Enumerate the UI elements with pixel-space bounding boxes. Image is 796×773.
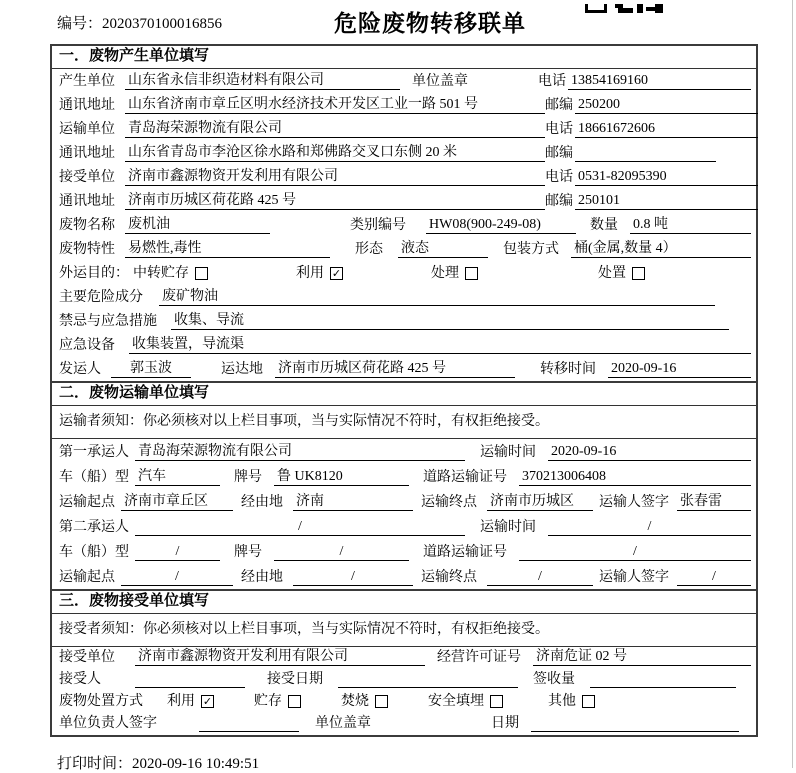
section-producer-header: 一．废物产生单位填写 [52,46,756,69]
waste-category-value: HW08(900-249-08) [426,216,576,234]
purpose-option-dispose-label: 处置 [598,266,626,281]
row-route-1 [52,489,756,514]
receiving-unit-label: 接受单位 [59,650,115,665]
taboo-measures-value: 收集、导流 [171,312,729,330]
checkbox-unchecked-icon [632,267,645,280]
vehicle-type-2-value: / [135,543,220,561]
row-taboo-measures [52,309,756,333]
producer-zip-value: 250200 [575,96,758,114]
purpose-option-utilize-label: 利用 [296,266,324,281]
purpose-option-dispose [598,265,645,282]
checkbox-unchecked-icon [195,267,208,280]
route-end-2-label: 运输终点 [421,570,477,585]
waste-quantity-label: 数量 [590,218,618,233]
responsible-signature-label: 单位负责人签字 [59,716,157,731]
shipper-value: 郭玉波 [111,360,191,378]
receiver-unit-label: 接受单位 [59,170,115,185]
disposal-option-landfill [428,693,503,710]
transport-time-2-label: 运输时间 [480,520,536,535]
second-carrier-value: / [135,518,465,536]
receiver-notice: 接受者须知：你必须核对以上栏目事项，当与实际情况不符时，有权拒绝接受。 [52,614,756,647]
producer-phone-value: 13854169160 [568,72,751,90]
row-shipper [52,357,756,381]
plate-number-2-label: 牌号 [234,545,262,560]
transfer-form [50,44,758,737]
disposal-option-storage [254,693,301,710]
transporter-address-label: 通讯地址 [59,146,115,161]
route-via-2-value: / [293,568,413,586]
received-quantity-label: 签收量 [533,672,575,687]
checkbox-unchecked-icon [582,695,595,708]
waste-form-value: 液态 [398,240,488,258]
row-vehicle-type-2 [52,539,756,564]
print-time-value: 2020-09-16 10:49:51 [132,756,260,772]
route-origin-2-value: / [121,568,233,586]
form-title: 危险废物转移联单 [334,10,526,36]
receiver-zip-label: 邮编 [545,194,573,209]
waste-name-label: 废物名称 [59,218,115,233]
second-carrier-label: 第二承运人 [59,520,129,535]
route-origin-label: 运输起点 [59,495,115,510]
row-transporter-address [52,141,756,165]
received-quantity-value [590,671,736,688]
route-via-label: 经由地 [241,495,283,510]
transporter-unit-label: 运输单位 [59,122,115,137]
road-permit-value: 370213006408 [519,468,751,486]
emergency-equipment-label: 应急设备 [59,338,115,353]
route-end-value: 济南市历城区 [487,493,593,511]
waste-category-label: 类别编号 [350,218,406,233]
vehicle-type-2-label: 车（船）型 [59,545,129,560]
section-receiver [50,589,758,737]
waste-properties-label: 废物特性 [59,242,115,257]
checkbox-checked-icon: ✓ [202,695,213,708]
disposal-option-landfill-label: 安全填埋 [428,694,484,709]
receiver-unit-value: 济南市鑫源物资开发利用有限公司 [125,168,545,186]
checkbox-checked-icon: ✓ [331,267,342,280]
carrier-signature-value: 张春雷 [677,493,751,511]
carrier-signature-2-label: 运输人签字 [599,570,669,585]
row-receiving-person [52,669,756,691]
producer-address-label: 通讯地址 [59,98,115,113]
route-via-2-label: 经由地 [241,570,283,585]
row-transport-purpose [52,261,756,285]
unit-stamp-label: 单位盖章 [412,74,468,89]
receiver-phone-field [545,168,758,186]
producer-phone-label: 电话 [538,74,566,89]
row-producer-address [52,93,756,117]
row-first-carrier [52,439,756,464]
row-main-hazard [52,285,756,309]
producer-zip-field [545,96,758,114]
disposal-option-utilize [167,693,214,710]
section-transporter-header: 二．废物运输单位填写 [52,383,756,406]
section-producer [50,44,758,383]
receiving-date-label: 接受日期 [267,672,323,687]
row-transporter-unit [52,117,756,141]
disposal-option-incinerate [341,693,388,710]
row-disposal-method [52,691,756,713]
checkbox-unchecked-icon [490,695,503,708]
producer-unit-label: 产生单位 [59,74,115,89]
destination-value: 济南市历城区荷花路 425 号 [275,360,515,378]
receiving-unit-value: 济南市鑫源物资开发利用有限公司 [135,648,425,666]
receiving-person-value [135,671,245,688]
transporter-phone-label: 电话 [545,122,573,137]
receiver-zip-value: 250101 [575,192,758,210]
carrier-signature-label: 运输人签字 [599,495,669,510]
responsible-signature-value [199,715,299,732]
receiving-date-value [338,671,518,688]
transporter-phone-field [545,120,758,138]
print-time-label: 打印时间： [57,756,133,772]
transporter-unit-value: 青岛海荣源物流有限公司 [125,120,545,138]
purpose-option-transfer-storage [133,265,208,282]
packaging-value: 桶(金属,数量 4） [571,240,751,258]
page-edge-line [792,0,793,768]
taboo-measures-label: 禁忌与应急措施 [59,314,157,329]
emergency-equipment-value: 收集装置，导流渠 [129,336,751,354]
transporter-notice: 运输者须知：你必须核对以上栏目事项，当与实际情况不符时，有权拒绝接受。 [52,406,756,439]
row-waste-name [52,213,756,237]
section-receiver-header: 三．废物接受单位填写 [52,591,756,614]
purpose-option-transfer-storage-label: 中转贮存 [133,266,189,281]
road-permit-label: 道路运输证号 [423,470,507,485]
checkbox-unchecked-icon [375,695,388,708]
transporter-phone-value: 18661672606 [575,120,758,138]
receiver-stamp-label: 单位盖章 [315,716,371,731]
shipper-label: 发运人 [59,362,101,377]
vehicle-type-value: 汽车 [135,468,220,486]
serial-number-label: 编号： [57,16,103,32]
row-receiving-unit [52,647,756,669]
transfer-time-label: 转移时间 [540,362,596,377]
waste-name-value: 废机油 [125,216,270,234]
packaging-label: 包装方式 [503,242,559,257]
transfer-time-value: 2020-09-16 [608,360,751,378]
waste-properties-value: 易燃性,毒性 [125,240,330,258]
receiver-phone-label: 电话 [545,170,573,185]
route-via-value: 济南 [293,493,413,511]
row-responsible-signature [52,713,756,735]
transport-time-2-value: / [548,518,751,536]
main-hazard-label: 主要危险成分 [59,290,143,305]
receiver-zip-field [545,192,758,210]
route-end-2-value: / [487,568,593,586]
disposal-option-storage-label: 贮存 [254,694,282,709]
row-waste-properties [52,237,756,261]
qr-code-partial-icon [585,0,663,9]
destination-label: 运达地 [221,362,263,377]
waste-form-label: 形态 [355,242,383,257]
business-license-value: 济南危证 02 号 [533,648,751,666]
disposal-option-other-label: 其他 [548,694,576,709]
sign-date-label: 日期 [491,716,519,731]
plate-number-label: 牌号 [234,470,262,485]
row-emergency-equipment [52,333,756,357]
checkbox-unchecked-icon [288,695,301,708]
checkbox-unchecked-icon [465,267,478,280]
transporter-zip-value [575,145,716,162]
road-permit-2-value: / [519,543,751,561]
transporter-address-value: 山东省青岛市李沧区徐水路和郑佛路交叉口东侧 20 米 [125,144,545,162]
row-receiver-address [52,189,756,213]
row-producer-unit [52,69,756,93]
carrier-signature-2-value: / [677,568,751,586]
business-license-label: 经营许可证号 [437,650,521,665]
row-vehicle-type-1 [52,464,756,489]
route-origin-2-label: 运输起点 [59,570,115,585]
disposal-method-label: 废物处置方式 [59,694,143,709]
first-carrier-label: 第一承运人 [59,445,129,460]
waste-quantity-value: 0.8 吨 [630,216,751,234]
transporter-zip-field [545,145,758,162]
producer-unit-value: 山东省永信非织造材料有限公司 [125,72,400,90]
producer-address-value: 山东省济南市章丘区明水经济技术开发区工业一路 501 号 [125,96,545,114]
transport-purpose-label: 外运目的： [59,266,129,281]
row-second-carrier [52,514,756,539]
producer-zip-label: 邮编 [545,98,573,113]
route-origin-value: 济南市章丘区 [121,493,233,511]
disposal-option-other [548,693,595,710]
serial-number-value: 2020370100016856 [102,16,223,32]
transporter-zip-label: 邮编 [545,146,573,161]
print-time [57,752,259,773]
road-permit-2-label: 道路运输证号 [423,545,507,560]
row-route-2 [52,564,756,589]
disposal-option-utilize-label: 利用 [167,694,195,709]
purpose-option-utilize [296,265,343,282]
producer-phone-field [538,72,751,90]
route-end-label: 运输终点 [421,495,477,510]
main-hazard-value: 废矿物油 [159,288,715,306]
disposal-option-incinerate-label: 焚烧 [341,694,369,709]
purpose-option-treat [431,265,478,282]
receiving-person-label: 接受人 [59,672,101,687]
row-receiver-unit [52,165,756,189]
sign-date-value [531,715,739,732]
transport-time-label: 运输时间 [480,445,536,460]
first-carrier-value: 青岛海荣源物流有限公司 [135,443,465,461]
section-transporter [50,381,758,591]
purpose-option-treat-label: 处理 [431,266,459,281]
transport-time-value: 2020-09-16 [548,443,751,461]
receiver-address-label: 通讯地址 [59,194,115,209]
vehicle-type-label: 车（船）型 [59,470,129,485]
receiver-phone-value: 0531-82095390 [575,168,758,186]
plate-number-value: 鲁 UK8120 [274,468,409,486]
receiver-address-value: 济南市历城区荷花路 425 号 [125,192,545,210]
plate-number-2-value: / [274,543,409,561]
